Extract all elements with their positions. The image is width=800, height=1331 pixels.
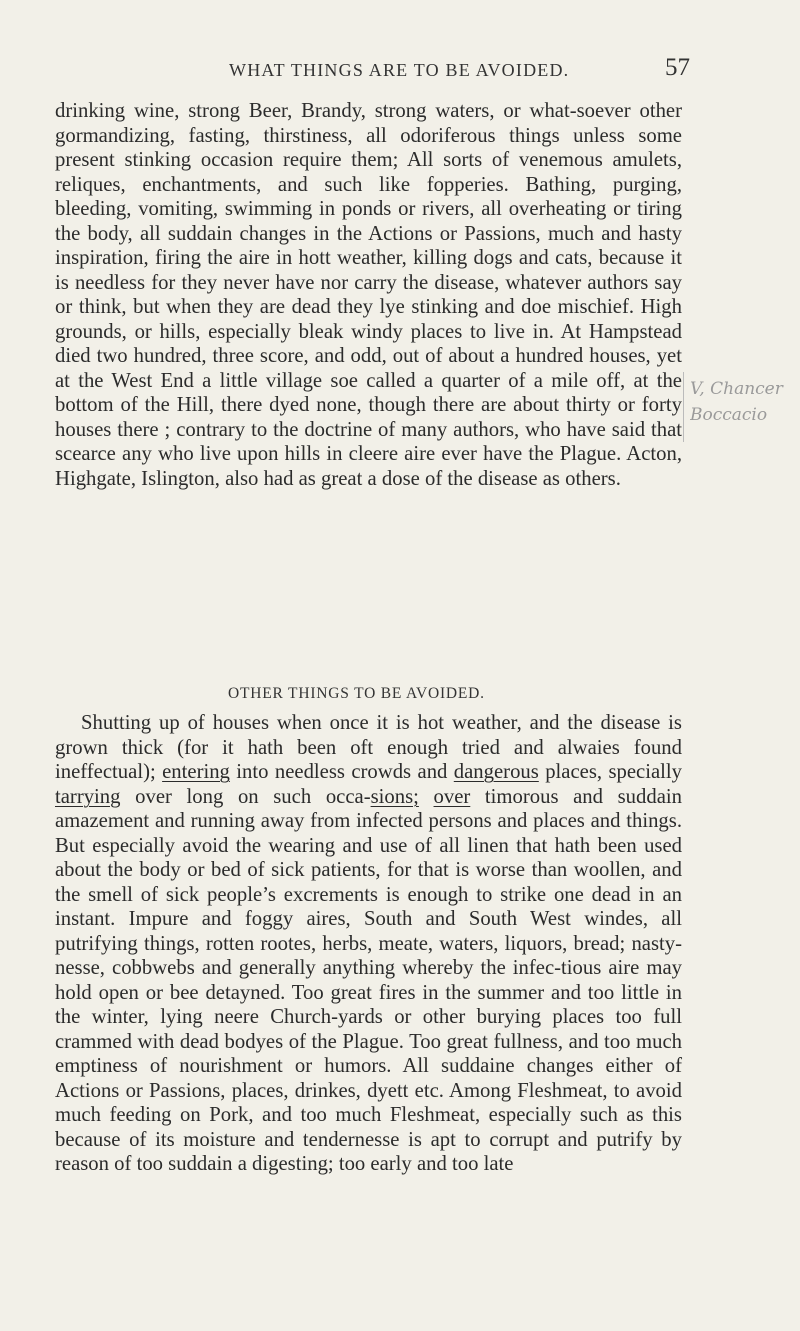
paragraph-text: over long on such occa- bbox=[120, 785, 371, 808]
paragraph-text: places, specially bbox=[538, 761, 683, 783]
underlined-word: tarrying bbox=[55, 785, 121, 808]
section-paragraph bbox=[55, 711, 682, 1177]
section-heading: OTHER THINGS TO BE AVOIDED. bbox=[228, 685, 485, 702]
paragraph-text bbox=[419, 786, 434, 808]
handwritten-marginal-note bbox=[690, 376, 800, 428]
marginal-note-line: V, Chancer bbox=[690, 379, 783, 399]
paragraph-text: Shutting up of houses when once it is hot weather, and the disease is grown thick (for it hath been oft enough tried and alwaies found ineffectual); bbox=[55, 712, 682, 783]
paragraph-continued: drinking wine, strong Beer, Brandy, strong waters, or what-soever other gormandizing, fasting, thirstiness, all odoriferous things unless some present stinking occasion require them; All sorts of venemous amulets, reliques, enchantments, and such like fopperies. Bathing, purging, bleeding, vomiting, swimming in ponds or rivers, all overheating or tiring the body, all suddain changes in the Actions or Passions, much and hasty inspiration, firing the aire in hott weather, killing dogs and cats, because it is needless for they never have nor carry the disease, whatever authors say or think, but when they are dead they lye stinking and doe mischief. High grounds, or hills, especially bleak windy places to live in. At Hampstead died two hundred, three score, and odd, out of about a hundred houses, yet at the West End a little village soe called a quarter of a mile off, at the bottom of the Hill, there dyed none, though there are about thirty or forty houses there ; contrary to the doctrine of many authors, who have said that scearce any who live upon hills in cleere aire ever have the Plague. Acton, Highgate, Islington, also had as great a dose of the disease as others. bbox=[55, 100, 682, 490]
paragraph-text: timorous and suddain amazement and running away from infected persons and places and things. But especially avoid the wearing and use of all linen that hath been used about the body or bed of sick patients, for that is worse than woollen, and the smell of sick people’s excrements is enough to strike one dead in an instant. Impure and foggy aires, South and South West windes, all putrifying things, rotten rootes, herbs, meate, waters, liquors, bread; nasty-nesse, cobbwebs and generally anything whereby the infec-tious aire may hold open or bee detayned. Too great fires in the summer and too little in the winter, lying neere Church-yards or other burying places too full crammed with dead bodyes of the Plague. Too great fullness, and too much emptiness of nourishment or humors. All suddaine changes either of Actions or Passions, places, drinkes, dyett etc. Among Fleshmeat, to avoid much feeding on Pork, and too much Fleshmeat, especially such as this because of its moisture and tendernesse is apt to corrupt and putrify by reason of too suddain a digesting; too early and too late bbox=[55, 785, 682, 1175]
underlined-word: dangerous bbox=[453, 761, 539, 783]
running-head: WHAT THINGS ARE TO BE AVOIDED. bbox=[229, 60, 570, 80]
marginal-note-line: Boccacio bbox=[690, 405, 768, 425]
underlined-word: entering bbox=[162, 761, 230, 783]
underlined-word: over bbox=[433, 785, 471, 808]
underlined-word: sions; bbox=[370, 785, 419, 808]
margin-bracket bbox=[683, 372, 684, 442]
page-number: 57 bbox=[665, 54, 690, 81]
paragraph-text: into needless crowds and bbox=[229, 761, 454, 783]
